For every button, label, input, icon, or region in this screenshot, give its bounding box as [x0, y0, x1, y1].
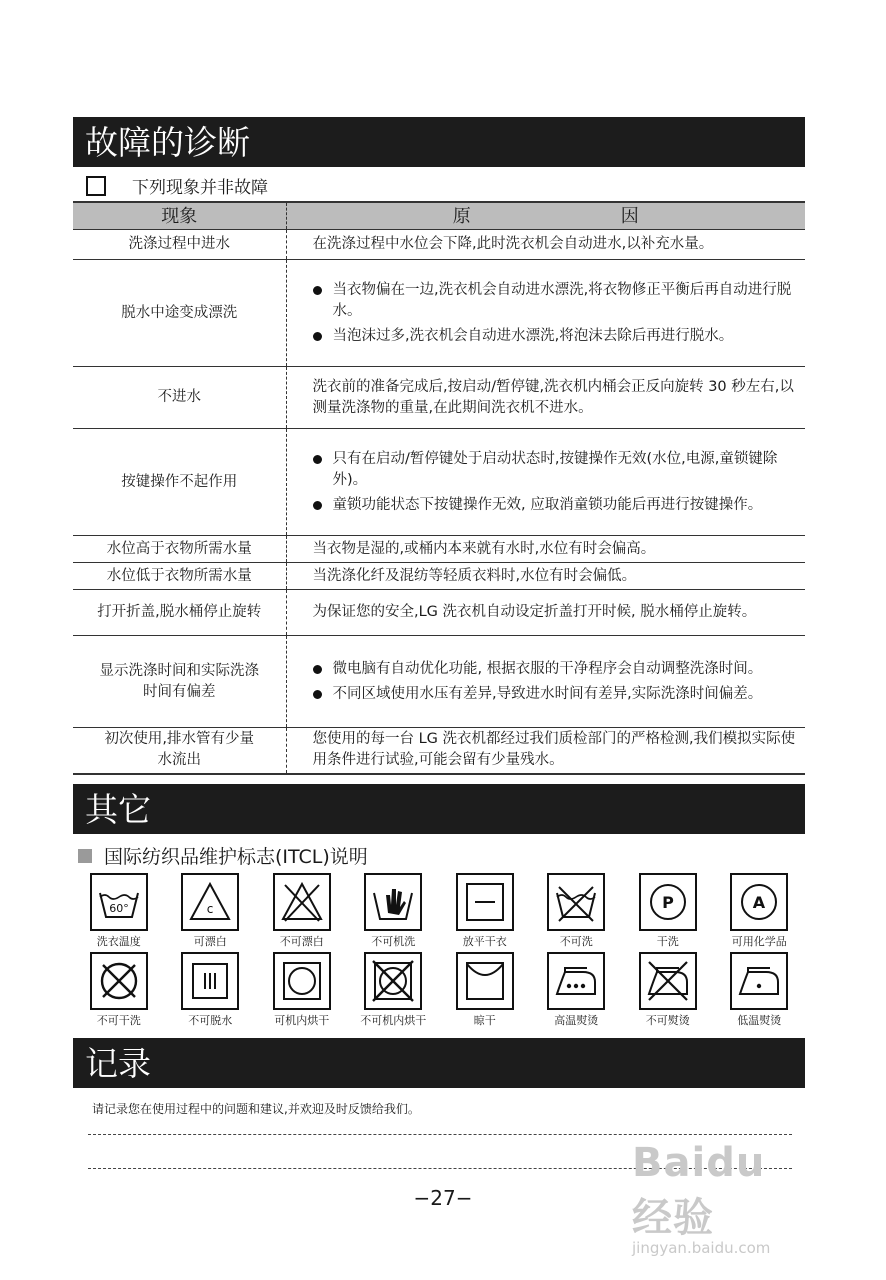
- other-title-text: 其它: [85, 789, 151, 829]
- care-symbol-item: [622, 952, 714, 1027]
- dry-clean-letter: P: [661, 893, 674, 912]
- care-symbol-item: [348, 952, 440, 1027]
- care-symbol-item: [165, 873, 257, 948]
- care-symbol-label: 可用化学品: [731, 935, 787, 948]
- header-cause: [286, 202, 805, 230]
- care-symbol-label: 不可漂白: [279, 935, 324, 948]
- dry-clean-p-icon: [639, 873, 697, 931]
- iron-high-icon: [547, 952, 605, 1010]
- page-number: −27−: [413, 1186, 473, 1210]
- care-symbol-label: 放平干衣: [462, 935, 507, 948]
- subtitle-text: 下列现象并非故障: [132, 178, 268, 198]
- care-symbol-item: [714, 873, 806, 948]
- table-row: [73, 563, 805, 590]
- care-symbols-row-1: [73, 873, 805, 948]
- care-symbol-item: [531, 952, 623, 1027]
- watermark: [632, 1140, 802, 1257]
- care-symbol-label: 可漂白: [193, 935, 227, 948]
- care-symbol-item: [622, 873, 714, 948]
- header-cause-part-2: 因: [620, 205, 639, 227]
- bleach-allowed-icon: [181, 873, 239, 931]
- subtitle-not-faults: [86, 173, 268, 198]
- symptom-cell: 水位低于衣物所需水量: [73, 563, 286, 590]
- section-title-record: [73, 1038, 805, 1088]
- symptom-cell: 不进水: [73, 367, 286, 429]
- table-row: [73, 230, 805, 260]
- symptom-cell: 按键操作不起作用: [73, 429, 286, 536]
- table-row: [73, 260, 805, 367]
- cause-cell: 为保证您的安全,LG 洗衣机自动设定折盖打开时候, 脱水桶停止旋转。: [286, 590, 805, 636]
- cause-cell: 当洗涤化纤及混纺等轻质衣料时,水位有时会偏低。: [286, 563, 805, 590]
- care-symbol-item: [256, 873, 348, 948]
- care-symbol-label: 干洗: [656, 935, 679, 948]
- table-row: [73, 429, 805, 536]
- symptom-cell: [73, 636, 286, 728]
- line-dry-icon: [456, 952, 514, 1010]
- care-symbol-item: [439, 873, 531, 948]
- record-line: [88, 1134, 792, 1135]
- symptom-cell: 洗涤过程中进水: [73, 230, 286, 260]
- care-symbol-label: 不可干洗: [96, 1014, 141, 1027]
- care-symbol-item: [531, 873, 623, 948]
- bullet-item: 只有在启动/暂停键处于启动状态时,按键操作无效(水位,电源,童锁键除外)。: [313, 449, 798, 491]
- care-symbol-label: 低温熨烫: [737, 1014, 782, 1027]
- bullet-item: 当泡沫过多,洗衣机会自动进水漂洗,将泡沫去除后再进行脱水。: [313, 326, 798, 347]
- no-bleach-icon: [273, 873, 331, 931]
- header-cause-part-1: 原: [452, 205, 471, 227]
- no-spin-icon: [181, 952, 239, 1010]
- symptom-text: 显示洗涤时间和实际洗涤时间有偏差: [99, 662, 259, 700]
- bullet-item: 童锁功能状态下按键操作无效, 应取消童锁功能后再进行按键操作。: [313, 495, 798, 516]
- care-symbol-item: [73, 952, 165, 1027]
- cause-cell: 您使用的每一台 LG 洗衣机都经过我们质检部门的严格检测,我们模拟实际使用条件进行试验,可能会留有少量残水。: [286, 728, 805, 774]
- cause-cell: 当衣物是湿的,或桶内本来就有水时,水位有时会偏高。: [286, 536, 805, 563]
- fault-title-text: 故障的诊断: [85, 122, 250, 162]
- care-symbol-label: 高温熨烫: [554, 1014, 599, 1027]
- wash-temperature-icon: [90, 873, 148, 931]
- cause-cell: 洗衣前的准备完成后,按启动/暂停键,洗衣机内桶会正反向旋转 30 秒左右,以测量洗涤物的重量,在此期间洗衣机不进水。: [286, 367, 805, 429]
- care-symbol-label: 不可机内烘干: [360, 1014, 427, 1027]
- watermark-url: jingyan.baidu.com: [632, 1239, 771, 1257]
- care-symbol-item: [439, 952, 531, 1027]
- bullet-item: 不同区域使用水压有差异,导致进水时间有差异,实际洗涤时间偏差。: [313, 684, 798, 705]
- care-symbol-label: 晾干: [473, 1014, 496, 1027]
- header-symptom: 现象: [73, 202, 286, 230]
- table-header-row: [73, 202, 805, 230]
- care-symbol-item: [348, 873, 440, 948]
- record-instruction: 请记录您在使用过程中的问题和建议,并欢迎及时反馈给我们。: [92, 1102, 420, 1116]
- checkbox-square-icon: [86, 176, 106, 196]
- symptom-cell: 打开折盖,脱水桶停止旋转: [73, 590, 286, 636]
- itcl-subtitle-text: 国际纺织品维护标志(ITCL)说明: [104, 846, 368, 868]
- gray-square-icon: [78, 849, 92, 863]
- hand-wash-icon: [364, 873, 422, 931]
- care-symbols-row-2: [73, 952, 805, 1027]
- section-title-other: [73, 784, 805, 834]
- care-symbol-item: [714, 952, 806, 1027]
- fault-table: [73, 201, 805, 775]
- cause-cell: [286, 260, 805, 367]
- no-dry-clean-icon: [90, 952, 148, 1010]
- care-symbol-item: [73, 873, 165, 948]
- dry-flat-icon: [456, 873, 514, 931]
- bullet-item: 当衣物偏在一边,洗衣机会自动进水漂洗,将衣物修正平衡后再自动进行脱水。: [313, 280, 798, 322]
- care-symbol-label: 不可熨烫: [645, 1014, 690, 1027]
- symptom-cell: [73, 728, 286, 774]
- cause-cell: 在洗涤过程中水位会下降,此时洗衣机会自动进水,以补充水量。: [286, 230, 805, 260]
- care-symbol-label: 不可洗: [559, 935, 593, 948]
- bleach-letter: c: [206, 902, 214, 916]
- do-not-wash-icon: [547, 873, 605, 931]
- dry-clean-letter: A: [753, 893, 766, 912]
- section-title-fault-diagnosis: [73, 117, 805, 167]
- care-symbol-item: [165, 952, 257, 1027]
- subtitle-itcl: [78, 842, 368, 869]
- care-symbol-item: [256, 952, 348, 1027]
- care-symbol-label: 洗衣温度: [96, 935, 141, 948]
- care-symbol-label: 不可脱水: [188, 1014, 233, 1027]
- table-row: [73, 367, 805, 429]
- table-row: [73, 636, 805, 728]
- iron-low-icon: [730, 952, 788, 1010]
- cause-cell: [286, 636, 805, 728]
- watermark-brand: Baidu经验: [632, 1140, 766, 1241]
- symptom-cell: 脱水中途变成漂洗: [73, 260, 286, 367]
- table-row: [73, 590, 805, 636]
- table-row: [73, 536, 805, 563]
- cause-cell: [286, 429, 805, 536]
- no-tumble-dry-icon: [364, 952, 422, 1010]
- symptom-cell: 水位高于衣物所需水量: [73, 536, 286, 563]
- no-iron-icon: [639, 952, 697, 1010]
- table-row: [73, 728, 805, 774]
- care-symbol-label: 可机内烘干: [274, 1014, 330, 1027]
- symptom-text: 初次使用,排水管有少量水流出: [104, 731, 255, 769]
- care-symbols-grid: [73, 873, 805, 1027]
- record-title-text: 记录: [85, 1043, 151, 1083]
- dry-clean-a-icon: [730, 873, 788, 931]
- tumble-dry-icon: [273, 952, 331, 1010]
- care-symbol-label: 不可机洗: [371, 935, 416, 948]
- wash-temp-value: 60°: [109, 902, 129, 915]
- bullet-item: 微电脑有自动优化功能, 根据衣服的干净程序会自动调整洗涤时间。: [313, 659, 798, 680]
